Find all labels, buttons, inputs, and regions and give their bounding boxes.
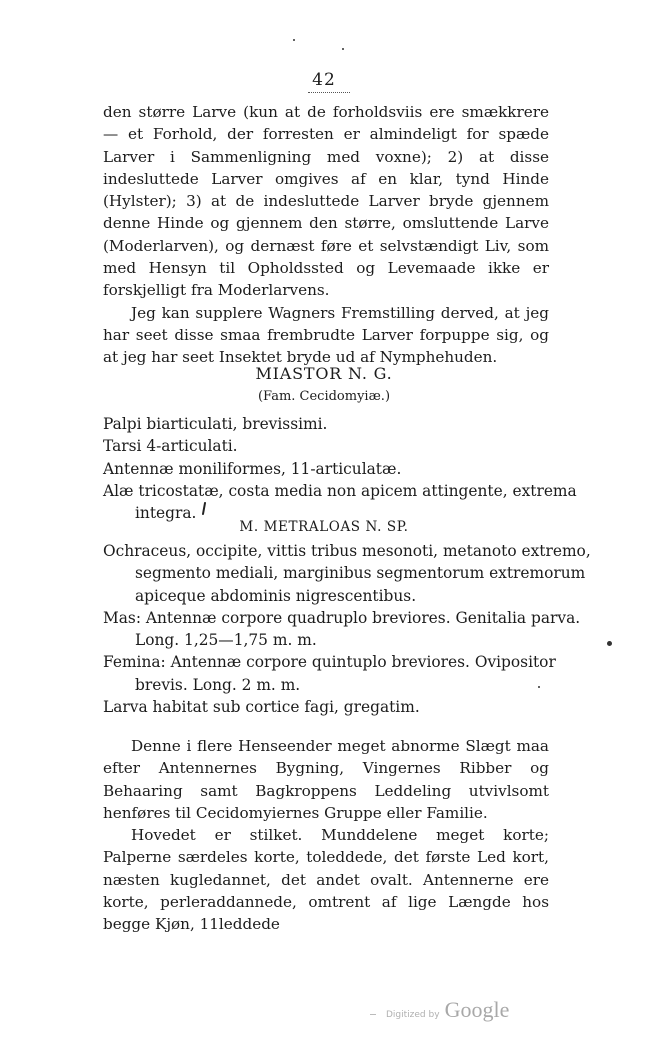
page-number: 42 bbox=[312, 70, 336, 90]
ink-speck bbox=[342, 48, 344, 50]
intro-paragraph: den større Larve (kun at de forholdsviis ere smækkrere — et Forhold, der forresten er almindeligt for spæde Larver i Sammenligning med voxne); 2) at disse indesluttede Larver omgives af en klar, tynd Hinde (Hylster); 3) at de indesluttede Larver bryde gjennem denne Hinde og gjennem den større, omsluttende Larve (Moderlarven), og dernæst føre et selvstændigt Liv, som med Hensyn til Opholdssted og Levemaade ikke er forskjelligt fra Moderlarvens. bbox=[103, 103, 549, 300]
page-number-underline bbox=[308, 92, 350, 93]
genus-diagnosis bbox=[103, 413, 577, 524]
watermark-prefix: Digitized by bbox=[386, 1010, 440, 1020]
body-paragraph: Hovedet er stilket. Munddelene meget korte; Palperne særdeles korte, toleddede, det første Led kort, næsten kugledannet, det andet ovalt. Antennerne ere korte, perleraddannede, omtrent af lige Længde hos begge Kjøn, 11leddede bbox=[103, 826, 549, 934]
description-line: segmento mediali, marginibus segmentorum extremorum bbox=[135, 564, 586, 583]
description-line: brevis. Long. 2 m. m. bbox=[135, 675, 301, 694]
scan-mark bbox=[370, 1014, 376, 1015]
diagnosis-line: Alæ tricostatæ, costa media non apicem attingente, extrema bbox=[103, 481, 577, 500]
description-line: Long. 1,25—1,75 m. m. bbox=[135, 631, 317, 650]
species-heading: M. METRALOAS N. SP. bbox=[239, 519, 409, 535]
intro-text bbox=[103, 101, 549, 369]
ink-speck bbox=[293, 39, 295, 41]
intro-paragraph: Jeg kan supplere Wagners Fremstilling derved, at jeg har seet disse smaa frembrudte Larver forpuppe sig, og at jeg har seet Insektet bryde ud af Nymphehuden. bbox=[103, 303, 549, 367]
diagnosis-line: integra. bbox=[135, 504, 197, 523]
description-line: Mas: Antennæ corpore quadruplo breviores. Genitalia parva. bbox=[103, 608, 581, 627]
family-note: (Fam. Cecidomyiæ.) bbox=[257, 389, 391, 404]
margin-dot bbox=[607, 641, 612, 646]
ink-speck bbox=[538, 686, 540, 688]
ink-tick-mark bbox=[200, 502, 208, 516]
digitized-by-google-watermark bbox=[386, 997, 509, 1023]
description-line: Ochraceus, occipite, vittis tribus mesonoti, metanoto extremo, bbox=[103, 542, 591, 560]
body-text bbox=[103, 735, 549, 936]
description-line: Femina: Antennæ corpore quintuplo breviores. Ovipositor bbox=[103, 653, 556, 672]
diagnosis-line: Palpi biarticulati, brevissimi. bbox=[103, 415, 328, 433]
description-line: apiceque abdominis nigrescentibus. bbox=[135, 586, 417, 605]
genus-heading: MIASTOR N. G. bbox=[255, 364, 393, 383]
diagnosis-line: Tarsi 4-articulati. bbox=[103, 437, 238, 456]
body-paragraph: Denne i flere Henseender meget abnorme Slægt maa efter Antennernes Bygning, Vingernes Ribber og Behaaring samt Bagkroppens Leddeling utvivlsomt henføres til Cecidomyiernes Gruppe eller Familie. bbox=[103, 737, 549, 822]
description-line: Larva habitat sub cortice fagi, gregatim. bbox=[103, 698, 420, 717]
species-description bbox=[103, 540, 591, 718]
google-logo: Google bbox=[444, 997, 510, 1022]
diagnosis-line: Antennæ moniliformes, 11-articulatæ. bbox=[103, 459, 402, 478]
